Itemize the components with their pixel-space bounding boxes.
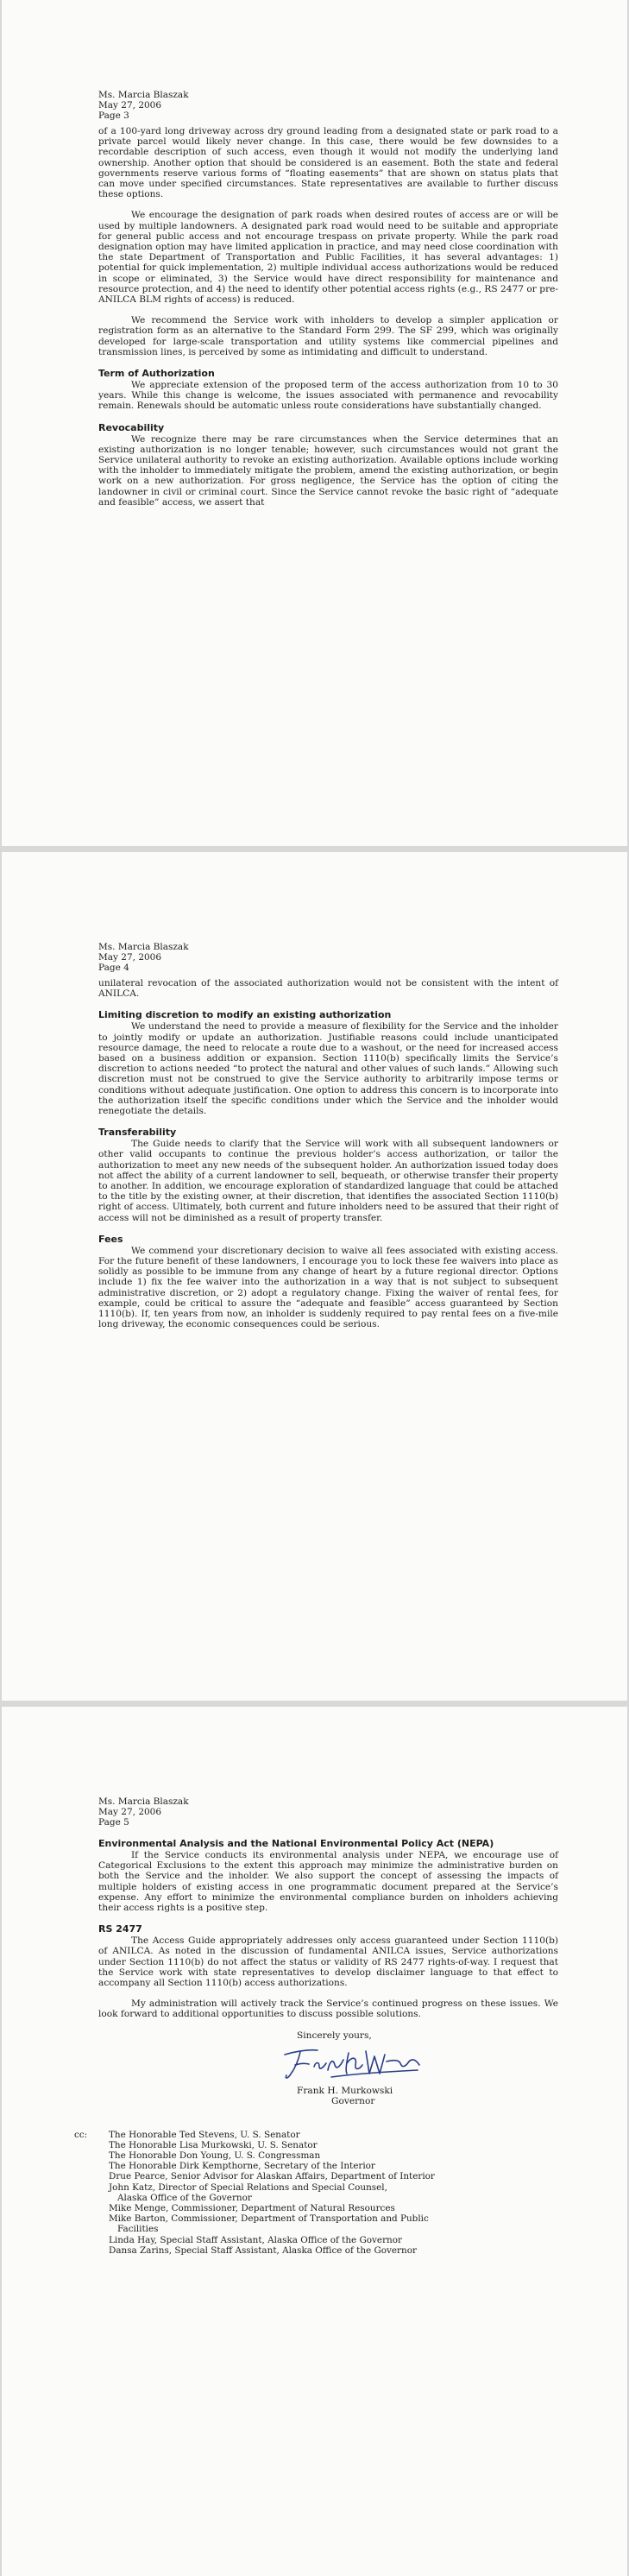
section-heading: Revocability [98,421,165,433]
signer-name: Frank H. Murkowski [297,2085,393,2096]
paragraph: If the Service conducts its environmental analysis under NEPA, we encourage use of Categorical Exclusions to the extent this approach may minimize the administrative burden on both the Service and the inholder. We also support the concept of assessing the impacts of multiple holders of existing access in one programmatic document prepared at the Service’s expense. Any effort to minimize the environmental compliance burden on inholders achieving their access rights is a positive step. [98,1850,558,1914]
letter-date: May 27, 2006 [98,1807,162,1817]
page-header [98,942,558,973]
letter-page-4 [2,852,627,1701]
cc-list [74,2129,558,2256]
letter-page-5 [2,1707,627,2576]
paragraph: The Access Guide appropriately addresses only access guaranteed under Section 1110(b) of ANILCA. As noted in the discussion of fundamental ANILCA issues, Service authorizations under Section 1110(b) do not affect the status or validity of RS 2477 rights-of-way. I request that the Service work with state representatives to develop disclaimer language to that effect to accompany all Section 1110(b) access authorizations. [98,1935,558,1989]
cc-recipient: Dansa Zarins, Special Staff Assistant, Alaska Office of the Governor [109,2245,417,2256]
handwritten-signature [280,2044,426,2082]
paragraph: of a 100-yard long driveway across dry ground leading from a designated state or park road to a private parcel would likely never change. In this case, there would be few downsides to a recordable description of such access, even though it would not modify the underlying land ownership. Another option that should be considered is an easement. Both the state and federal governments reserve various forms of “floating easements” that are shown on status plats that can move under specified circumstances. State representatives are available to further discuss these options. [98,126,558,200]
signer-title: Governor [331,2096,375,2107]
paragraph: We recognize there may be rare circumstances when the Service determines that an existing authorization is no longer tenable; however, such circumstances would not grant the Service unilateral authority to revoke an existing authorization. Available options include working with the inholder to immediately mitigate the problem, amend the existing authorization, or begin work on a new authorization. For gross negligence, the Service has the option of citing the landowner in civil or criminal court. Since the Service cannot revoke the basic right of “adequate and feasible” access, we assert that [98,433,558,508]
paragraph: We encourage the designation of park roads when desired routes of access are or will be used by multiple landowners. A designated park road would need to be suitable and appropriate for general public access and not encourage trespass on private property. While the park road designation option may have limited application in practice, and may need close coordination with the state Department of Transportation and Public Facilities, it has several advantages: 1) potential for quick implementation, 2) multiple individual access authorizations would be reduced in scope or eliminated, 3) the Service would have direct responsibility for maintenance and resource protection, and 4) the need to identify other potential access rights (e.g., RS 2477 or pre-ANILCA BLM rights of access) is reduced. [98,210,558,306]
cc-recipient: The Honorable Lisa Murkowski, U. S. Senator [109,2139,318,2150]
cc-recipient: Mike Menge, Commissioner, Department of Natural Resources [109,2203,395,2214]
cc-label: cc: [74,2129,88,2140]
recipient: Ms. Marcia Blaszak [98,942,189,952]
cc-recipient: Alaska Office of the Governor [117,2192,252,2203]
paragraph: The Guide needs to clarify that the Service will work with all subsequent landowners or other valid occupants to continue the previous holder’s access authorization, or tailor the authorization to meet any new needs of the subsequent holder. An authorization issued today does not affect the ability of a current landowner to sell, bequeath, or otherwise transfer their property to another. In addition, we encourage exploration of standardized language that could be attached to the title by the existing owner, at their discretion, that identifies the associated Section 1110(b) right of access. Ultimately, both current and future inholders need to be assured that their right of access will not be diminished as a result of property transfer. [98,1139,558,1223]
letter-date: May 27, 2006 [98,952,162,963]
closing-paragraph: My administration will actively track the Service’s continued progress on these issues. We look forward to additional opportunities to discuss possible solutions. [98,1998,558,2020]
page-header [98,1796,558,1828]
cc-recipient: The Honorable Dirk Kempthorne, Secretary of the Interior [109,2161,375,2172]
recipient: Ms. Marcia Blaszak [98,1796,189,1807]
section-heading: Environmental Analysis and the National Environmental Policy Act (NEPA) [98,1838,494,1849]
section-heading: Term of Authorization [98,368,215,380]
section-heading: Fees [98,1233,123,1245]
paragraph: We commend your discretionary decision to waive all fees associated with existing access. For the future benefit of these landowners, I encourage you to lock these fee waivers into place as solidly as possible to be immune from any change of heart by a future regional director. Options include 1) fix the fee waiver into the authorization in a way that is not subject to subsequent administrative discretion, or 2) adopt a regulatory change. Fixing the waiver of rental fees, for example, could be critical to assure the “adequate and feasible” access guaranteed by Section 1110(b). If, ten years from now, an inholder is suddenly required to pay rental fees on a five-mile long driveway, the economic consequences could be serious. [98,1245,558,1330]
paragraph: We recommend the Service work with inholders to develop a simpler application or registration form as an alternative to the Standard Form 299. The SF 299, which was originally developed for large-scale transportation and utility systems like commercial pipelines and transmission lines, is perceived by some as intimidating and difficult to understand. [98,315,558,357]
cc-recipient: Mike Barton, Commissioner, Department of Transportation and Public [109,2213,429,2225]
cc-recipient: The Honorable Ted Stevens, U. S. Senator [109,2129,300,2140]
section-heading: Limiting discretion to modify an existing authorization [98,1009,392,1021]
paragraph: unilateral revocation of the associated authorization would not be consistent with the intent of ANILCA. [98,978,558,1000]
closing: Sincerely yours, [297,2030,372,2041]
signature-block [297,2030,558,2107]
section-heading: Transferability [98,1127,177,1139]
letter-page-3 [2,0,627,846]
page-number: Page 4 [98,963,129,973]
cc-recipient: The Honorable Don Young, U. S. Congressman [109,2150,321,2162]
recipient: Ms. Marcia Blaszak [98,90,189,100]
paragraph: We appreciate extension of the proposed term of the access authorization from 10 to 30 years. While this change is welcome, the issues associated with permanence and revocability remain. Renewals should be automatic unless route considerations have substantially changed. [98,380,558,412]
cc-recipient: Linda Hay, Special Staff Assistant, Alaska Office of the Governor [109,2234,402,2245]
cc-recipient: Drue Pearce, Senior Advisor for Alaskan Affairs, Department of Interior [109,2171,435,2182]
paragraph: We understand the need to provide a measure of flexibility for the Service and the inholder to jointly modify or update an authorization. Justifiable reasons could include unanticipated resource damage, the need to relocate a route due to a washout, or the need for increased access based on a business addition or expansion. Section 1110(b) specifically limits the Service’s discretion to actions needed “to protect the natural and other values of such lands.” Allowing such discretion must not be construed to give the Service authority to arbitrarily impose terms or conditions without adequate justification. One option to address this concern is to incorporate into the authorization itself the specific conditions under which the Service and the inholder would renegotiate the details. [98,1021,558,1117]
cc-recipient: John Katz, Director of Special Relations and Special Counsel, [109,2181,387,2193]
letter-date: May 27, 2006 [98,100,162,110]
page-number: Page 3 [98,110,129,121]
page-header [98,90,558,121]
cc-recipients [109,2130,435,2256]
page-number: Page 5 [98,1817,129,1828]
section-heading: RS 2477 [98,1923,142,1935]
cc-recipient: Facilities [117,2224,159,2235]
